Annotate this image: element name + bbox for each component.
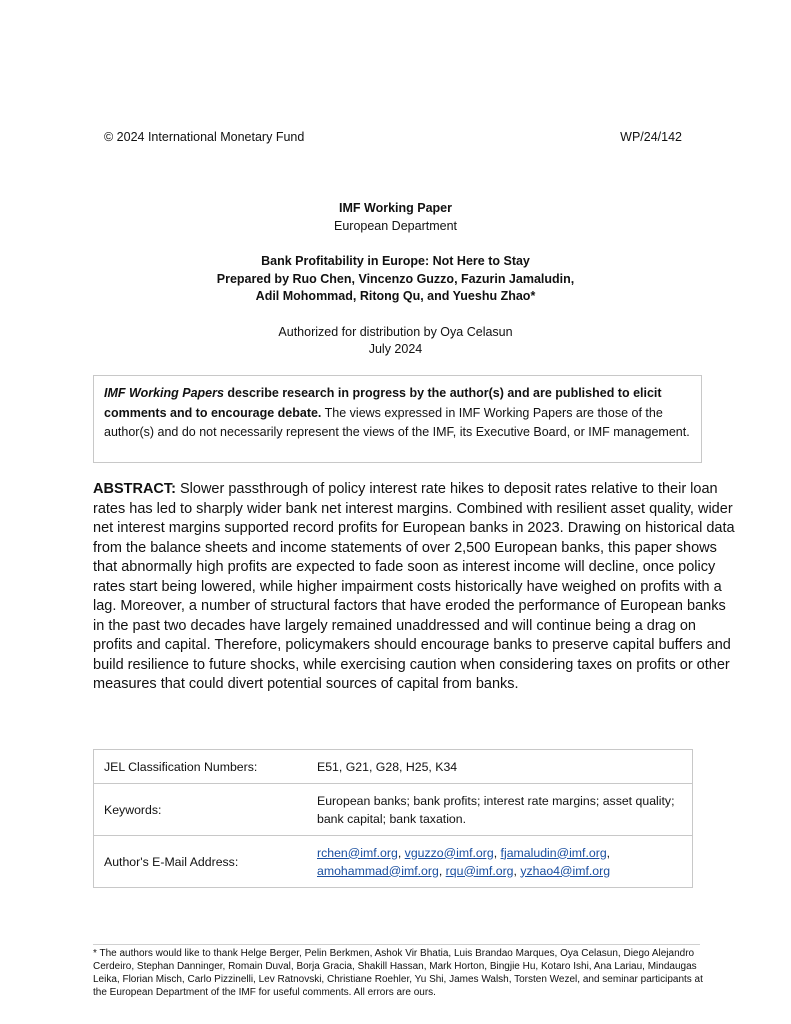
email-list: rchen@imf.org, vguzzo@imf.org, fjamaludin@imf.org, amohammad@imf.org, rqu@imf.org, yzhao4@imf.org: [307, 836, 693, 888]
keywords-label: Keywords:: [94, 784, 308, 836]
abstract-label: ABSTRACT:: [93, 481, 176, 497]
title-block: [0, 200, 791, 359]
info-table: [93, 749, 693, 888]
abstract-line: measures that could divert potential sources of capital from banks.: [93, 676, 519, 692]
email-label: Author's E-Mail Address:: [94, 836, 308, 888]
email-link[interactable]: vguzzo@imf.org: [404, 845, 494, 860]
abstract-line: in the past two decades have largely remained unaddressed and will continue being a drag on: [93, 617, 696, 634]
email-link[interactable]: amohammad@imf.org: [317, 863, 439, 878]
abstract-line: from the balance sheets and income statements of over 2,500 European banks, this paper shows: [93, 539, 717, 556]
email-link[interactable]: yzhao4@imf.org: [520, 863, 611, 878]
wp-number: WP/24/142: [620, 130, 682, 144]
table-row: [94, 750, 693, 784]
abstract-line: lag. Moreover, a number of structural factors that have eroded the performance of European banks: [93, 598, 726, 614]
authors-line-1: Prepared by Ruo Chen, Vincenzo Guzzo, Fazurin Jamaludin,: [216, 271, 575, 286]
abstract-line: profits and capital. Therefore, policymakers should encourage banks to preserve capital buffers and: [93, 637, 731, 653]
email-link[interactable]: rchen@imf.org: [317, 845, 398, 860]
disclaimer-series: IMF Working Papers: [104, 386, 224, 400]
jel-label: JEL Classification Numbers:: [94, 750, 308, 784]
abstract-line: that abnormally high profits are expected to fade soon as interest income will decline, once policy: [93, 559, 716, 575]
jel-value: E51, G21, G28, H25, K34: [307, 750, 693, 784]
series-label: IMF Working Paper: [339, 201, 452, 215]
footnote: * The authors would like to thank Helge Berger, Pelin Berkmen, Ashok Vir Bhatia, Luis Brandao Marques, Oya Celasun, Diego Alejandro Cerdeiro, Stephan Danninger, Romain Duval, Borja Gracia, Shakill Hassan, Mark Horton, Bingjie Hu, Kotaro Ishi, Ana Lariau, Mindaugas Leika, Florian Misch, Carlo Pizzinelli, Lev Ratnovski, Christiane Roehler, Yu Shi, James Walsh, Torsten Wezel, and seminar participants at the European Department of the IMF for useful comments. All errors are ours.: [93, 948, 703, 998]
disclaimer-bold: describe research in progress by the author(s) and are published to elicit comments and to encourage debate.: [104, 386, 662, 420]
email-link[interactable]: rqu@imf.org: [445, 863, 514, 878]
abstract-line: rates has led to sharply wider bank net interest margins. Combined with resilient asset quality, wider: [93, 500, 733, 517]
email-link[interactable]: fjamaludin@imf.org: [500, 845, 607, 860]
abstract-line: net interest margins supported record profits for European banks in 2023. Drawing on historical data: [93, 520, 735, 536]
copyright: © 2024 International Monetary Fund: [104, 130, 305, 144]
abstract-line: Slower passthrough of policy interest rate hikes to deposit rates relative to their loan: [175, 481, 718, 497]
department: European Department: [334, 218, 457, 233]
paper-title: Bank Profitability in Europe: Not Here to Stay: [261, 254, 530, 268]
authors-line-2: Adil Mohommad, Ritong Qu, and Yueshu Zhao*: [255, 289, 536, 303]
footnote-divider: [93, 944, 700, 945]
date: July 2024: [368, 342, 423, 356]
table-row: [94, 784, 693, 836]
keywords-value: European banks; bank profits; interest rate margins; asset quality; bank capital; bank taxation.: [307, 784, 693, 836]
disclaimer-box: [93, 375, 702, 463]
abstract: [93, 480, 735, 695]
authorized-by: Authorized for distribution by Oya Celasun: [278, 324, 513, 339]
disclaimer-text: The views expressed in IMF Working Papers are those of the author(s) and do not necessarily represent the views of the IMF, its Executive Board, or IMF management.: [104, 405, 690, 439]
table-row: [94, 836, 693, 888]
abstract-line: rates start being lowered, while higher impairment costs historically have weighed on profits with a: [93, 578, 722, 595]
abstract-line: build resilience to future shocks, while exercising caution when considering taxes on profits or other: [93, 656, 730, 673]
